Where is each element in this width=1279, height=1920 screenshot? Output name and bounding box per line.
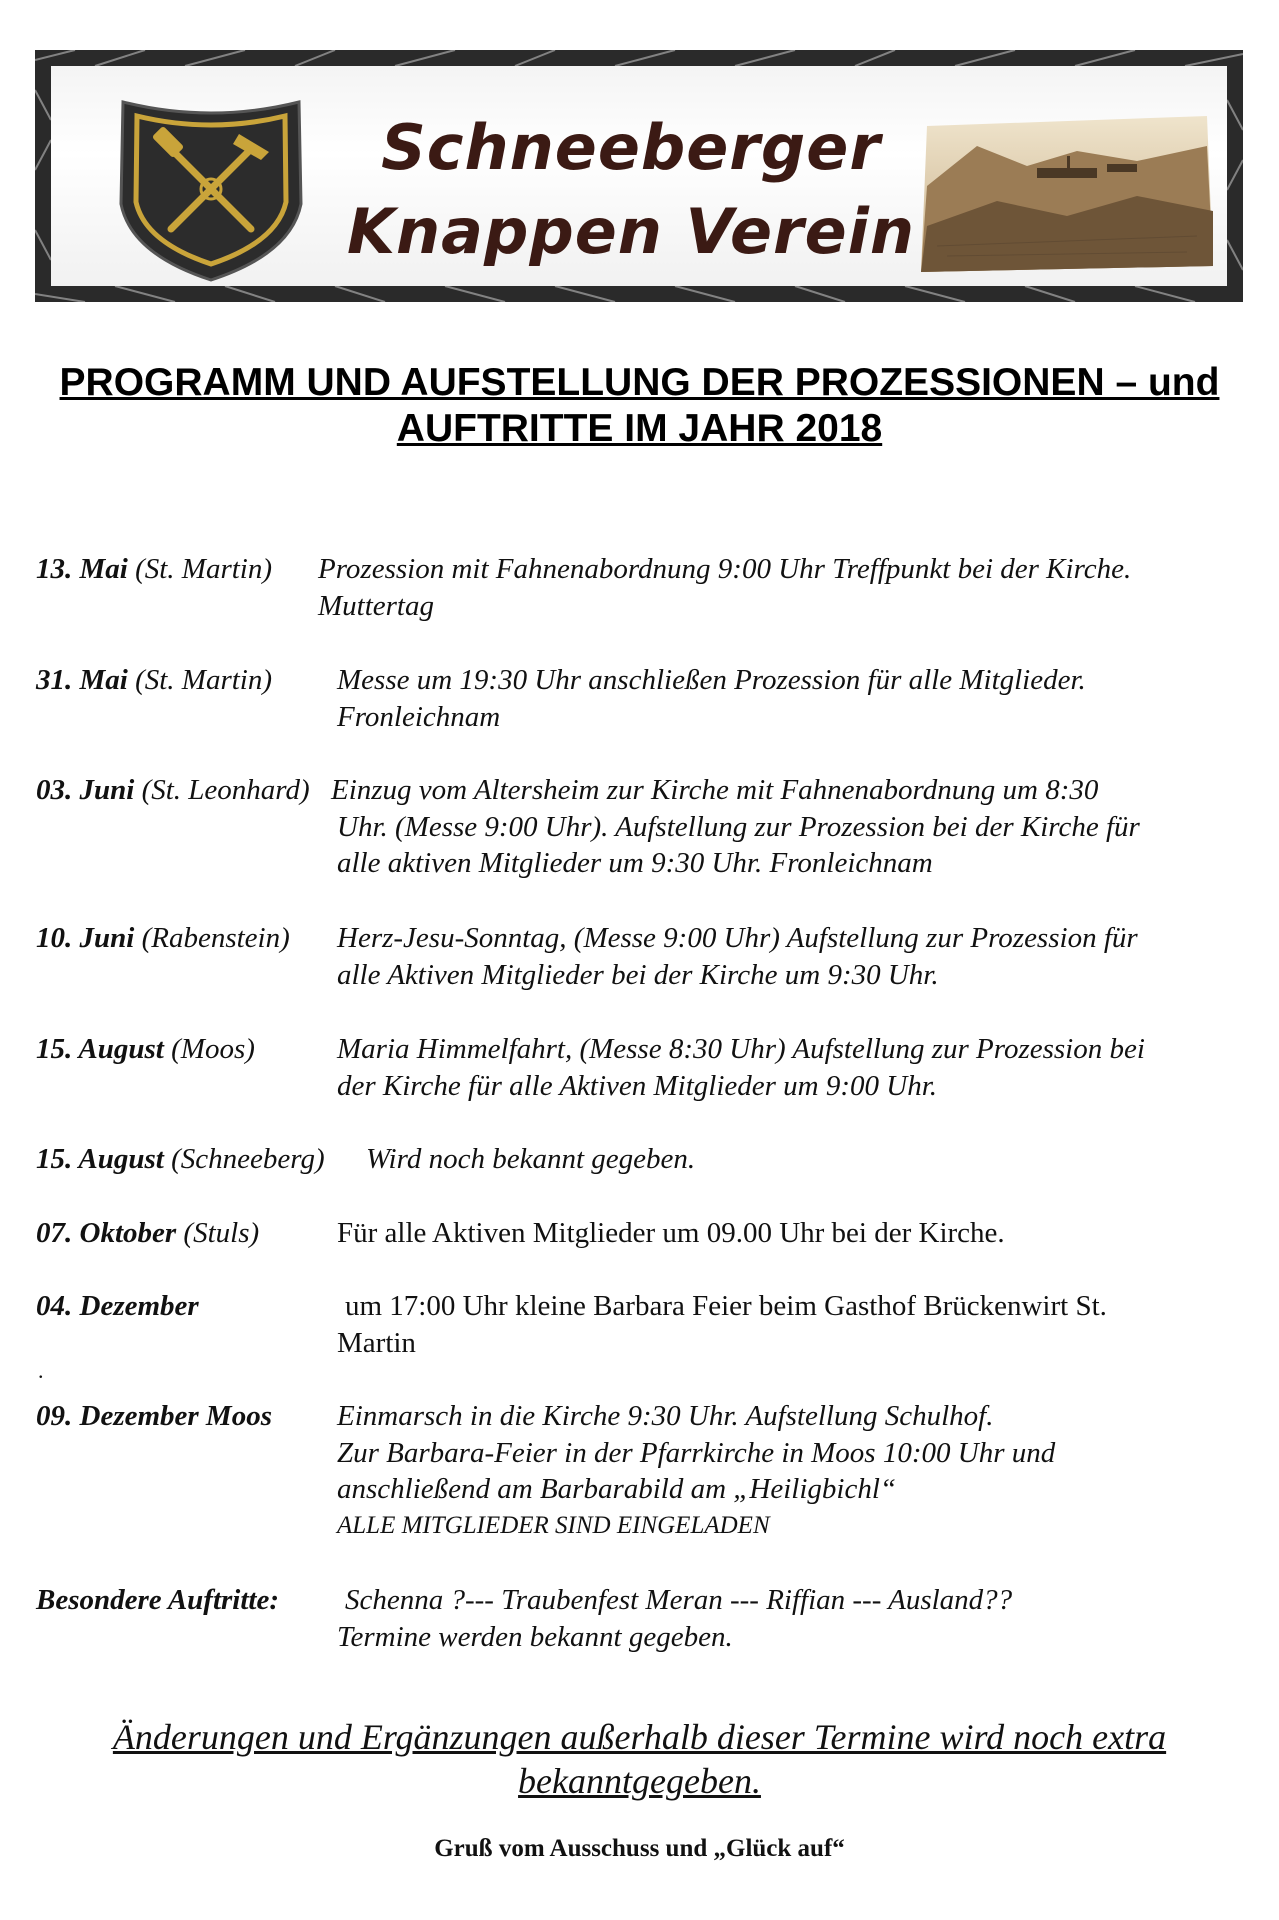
event-date: Besondere Auftritte: <box>36 1584 280 1616</box>
event-place: (Rabenstein) <box>134 922 290 954</box>
event-date: 13. Mai <box>36 553 128 585</box>
event-date-group <box>36 662 272 699</box>
event-date-group <box>36 920 290 957</box>
event-line: anschließend am Barbarabild am „Heiligbichl“ <box>337 1473 897 1505</box>
event-place: (Schneeberg) <box>163 1143 325 1175</box>
page-title-line2: AUFTRITTE IM JAHR 2018 <box>396 407 883 450</box>
event-line: Wird noch bekannt gegeben. <box>366 1143 696 1175</box>
event-place: (St. Martin) <box>127 553 273 585</box>
club-name-line1: Schneeberger <box>381 111 881 184</box>
event-line: ALLE MITGLIEDER SIND EINGELADEN <box>337 1511 770 1539</box>
event-date-group <box>36 551 272 588</box>
event-line: Fronleichnam <box>337 700 501 733</box>
page-title <box>40 360 1239 452</box>
closing-note-line2: bekanntgegeben. <box>518 1761 761 1801</box>
event-line: Muttertag <box>318 589 434 622</box>
event-date-group <box>36 1215 259 1252</box>
greeting: Gruß vom Ausschuss und „Glück auf“ <box>434 1835 845 1862</box>
crossed-hammer-pick-emblem-icon <box>111 94 311 286</box>
banner-panel <box>51 66 1227 286</box>
event-description <box>337 1398 1257 1544</box>
club-name <box>341 106 921 274</box>
event-line: der Kirche für alle Aktiven Mitglieder um 9:00 Uhr. <box>337 1069 938 1102</box>
event-description <box>337 1215 1257 1252</box>
event-place: (St. Leonhard) <box>134 774 310 806</box>
event-date: 03. Juni <box>36 774 135 806</box>
event-line: Uhr. (Messe 9:00 Uhr). Aufstellung zur Prozession bei der Kirche für <box>337 810 1140 843</box>
event-line: Einmarsch in die Kirche 9:30 Uhr. Aufstellung Schulhof. <box>337 1400 994 1432</box>
mine-landscape-photo <box>917 106 1217 276</box>
event-line: alle Aktiven Mitglieder bei der Kirche um 9:30 Uhr. <box>337 958 939 991</box>
event-date-group <box>36 1141 325 1178</box>
event-description <box>366 1141 1279 1178</box>
event-date-group <box>36 1288 199 1325</box>
event-line: um 17:00 Uhr kleine Barbara Feier beim Gasthof Brückenwirt St. <box>345 1290 1107 1322</box>
event-date: 15. August <box>36 1033 164 1065</box>
event-line: Messe um 19:30 Uhr anschließen Prozession für alle Mitglieder. <box>337 664 1086 696</box>
stray-dot: . <box>38 1358 44 1383</box>
event-date: 09. Dezember Moos <box>36 1400 273 1432</box>
closing-note <box>60 1715 1219 1803</box>
header-banner <box>35 50 1243 302</box>
event-date-group <box>36 1031 255 1068</box>
event-date: 07. Oktober <box>36 1217 177 1249</box>
event-date-group <box>36 1582 279 1619</box>
event-date: 15. August <box>36 1143 164 1175</box>
event-line: Prozession mit Fahnenabordnung 9:00 Uhr Treffpunkt bei der Kirche. <box>318 553 1132 585</box>
event-date: 04. Dezember <box>36 1290 199 1322</box>
event-description <box>337 1031 1257 1104</box>
event-description <box>331 772 1257 882</box>
event-line: Für alle Aktiven Mitglieder um 09.00 Uhr bei der Kirche. <box>337 1217 1005 1249</box>
event-date-group <box>36 772 310 809</box>
event-line: Schenna ?--- Traubenfest Meran --- Riffian --- Ausland?? <box>345 1584 1013 1616</box>
event-date-group <box>36 1398 272 1435</box>
event-description <box>337 1582 1257 1655</box>
event-description <box>318 551 1238 624</box>
event-line: Einzug vom Altersheim zur Kirche mit Fahnenabordnung um 8:30 <box>331 774 1099 806</box>
event-line: Termine werden bekannt gegeben. <box>337 1620 733 1653</box>
page-title-line1: PROGRAMM UND AUFSTELLUNG DER PROZESSIONEN – und <box>59 361 1220 404</box>
event-line: alle aktiven Mitglieder um 9:30 Uhr. Fronleichnam <box>337 847 933 879</box>
event-line: Zur Barbara-Feier in der Pfarrkirche in Moos 10:00 Uhr und <box>337 1436 1056 1469</box>
event-line: Maria Himmelfahrt, (Messe 8:30 Uhr) Aufstellung zur Prozession bei <box>337 1033 1145 1065</box>
event-description <box>337 1288 1257 1361</box>
event-line: Herz-Jesu-Sonntag, (Messe 9:00 Uhr) Aufstellung zur Prozession für <box>337 922 1138 954</box>
event-date: 10. Juni <box>36 922 135 954</box>
closing-note-line1: Änderungen und Ergänzungen außerhalb dieser Termine wird noch extra <box>112 1717 1167 1757</box>
event-place: (Stuls) <box>176 1217 260 1249</box>
event-date: 31. Mai <box>36 664 128 696</box>
club-name-line2: Knappen Verein <box>346 195 916 268</box>
event-place: (Moos) <box>163 1033 255 1065</box>
event-description <box>337 920 1257 993</box>
event-line: Martin <box>337 1326 416 1359</box>
event-description <box>337 662 1257 735</box>
event-place: (St. Martin) <box>127 664 273 696</box>
